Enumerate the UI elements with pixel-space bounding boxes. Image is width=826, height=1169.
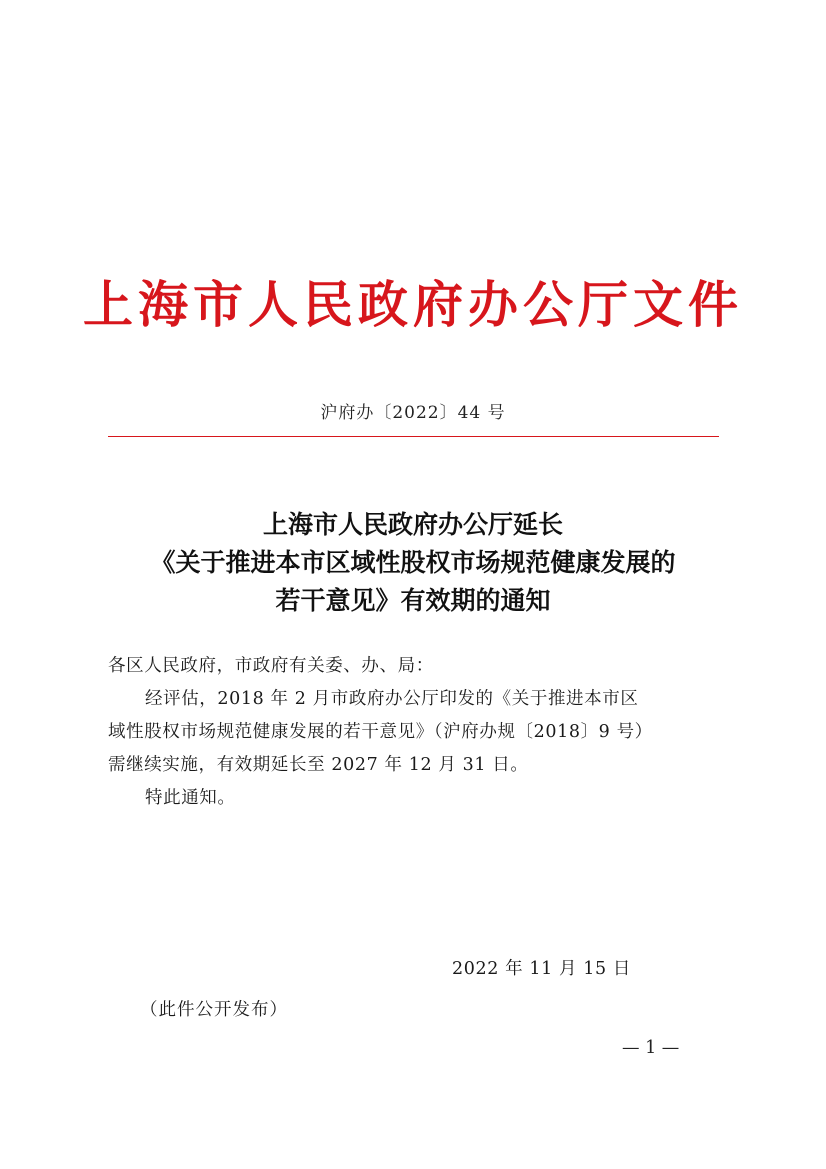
title-line-2: 《关于推进本市区域性股权市场规范健康发展的 — [150, 548, 676, 577]
paragraph-1-line-3: 需继续实施，有效期延长至 2027 年 12 月 31 日。 — [108, 755, 529, 775]
paragraph-1-line-2: 域性股权市场规范健康发展的若干意见》（沪府办规〔2018〕9 号） — [108, 722, 653, 742]
red-divider-line — [108, 436, 719, 437]
page-number: — 1 — — [622, 1038, 680, 1058]
public-release-note: （此件公开发布） — [140, 1000, 288, 1020]
title-line-3: 若干意见》有效期的通知 — [275, 586, 551, 615]
document-title — [0, 506, 826, 620]
title-line-1: 上海市人民政府办公厅延长 — [262, 510, 563, 539]
issuer-heading: 上海市人民政府办公厅文件 — [83, 275, 743, 334]
issue-date: 2022 年 11 月 15 日 — [452, 959, 631, 979]
addressee: 各区人民政府，市政府有关委、办、局： — [108, 656, 434, 676]
paragraph-1-line-1: 经评估，2018 年 2 月市政府办公厅印发的《关于推进本市区 — [145, 689, 639, 709]
document-number: 沪府办〔2022〕44 号 — [320, 403, 506, 423]
closing-remark: 特此通知。 — [145, 788, 236, 808]
document-body — [108, 650, 720, 815]
